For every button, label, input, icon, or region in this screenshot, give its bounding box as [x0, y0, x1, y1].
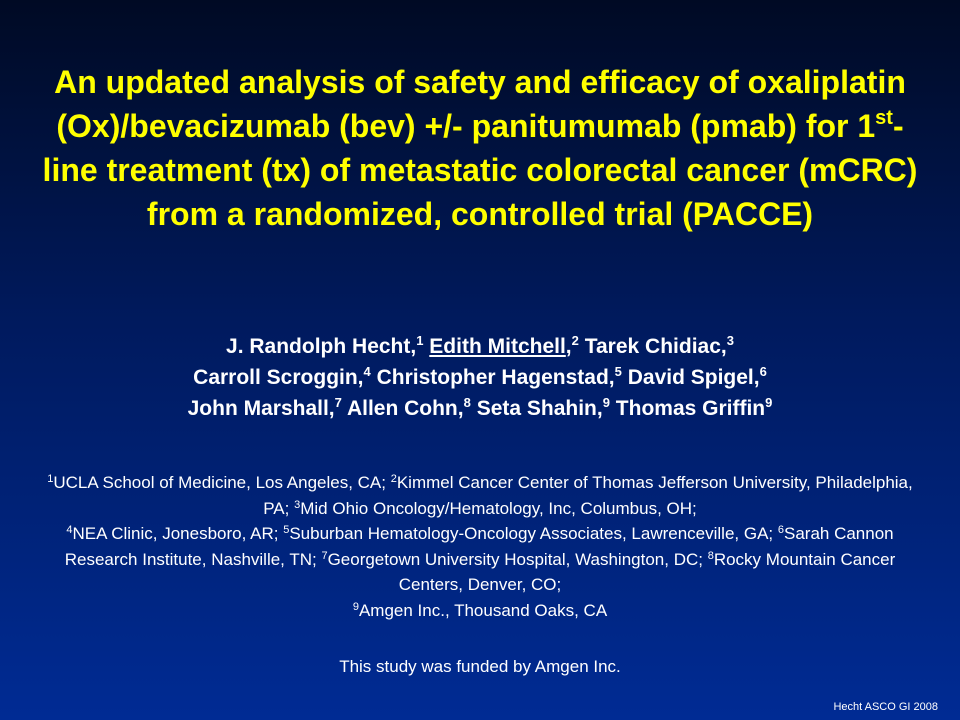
- author-name: Christopher Hagenstad,: [376, 366, 615, 389]
- affiliation: [321, 550, 707, 569]
- author-name: John Marshall,: [187, 397, 335, 420]
- author-presenter: Edith Mitchell,$^2$: [429, 333, 579, 358]
- author-name: Seta Shahin,: [476, 397, 603, 420]
- affiliation: [47, 473, 390, 492]
- author: [347, 397, 471, 420]
- title-text-continued: -line treatment (tx) of metastatic colorectal cancer (mCRC) from a randomized, controlled trial (PACCE): [42, 108, 918, 232]
- author-affiliation-number: 4: [363, 364, 371, 379]
- affiliation-number: 3: [294, 498, 301, 511]
- author: [616, 397, 773, 420]
- author-name: Edith Mitchell: [429, 335, 566, 358]
- affiliation-text: Suburban Hematology-Oncology Associates, Lawrenceville, GA;: [289, 524, 778, 543]
- author: [477, 397, 610, 420]
- affiliation-number: 2: [390, 473, 397, 485]
- affiliation-number: 6: [777, 524, 784, 536]
- author-name: J. Randolph Hecht,: [226, 335, 417, 358]
- author-name: Allen Cohn,: [346, 397, 464, 420]
- affiliation-text: Mid Ohio Oncology/Hematology, Inc, Columbus, OH;: [300, 498, 697, 518]
- author-name: Thomas Griffin: [615, 397, 766, 420]
- funding-statement: This study was funded by Amgen Inc.: [339, 657, 621, 676]
- author: [585, 335, 734, 358]
- affiliation-number: 1: [47, 473, 54, 485]
- author-list: [40, 331, 920, 424]
- footer-citation: Hecht ASCO GI 2008: [833, 701, 938, 713]
- author: [226, 335, 423, 358]
- affiliation-number: 7: [321, 549, 328, 562]
- author-affiliation-number: 8: [463, 395, 471, 410]
- author-affiliation-number: 2: [571, 333, 579, 348]
- affiliation-text: Rocky Mountain Cancer Centers, Denver, CO;: [398, 549, 896, 594]
- affiliation-number: 8: [707, 549, 714, 562]
- author: [188, 397, 342, 420]
- affiliation: [66, 524, 283, 543]
- title-superscript: st: [875, 107, 893, 129]
- affiliation-text: Sarah Cannon Research Institute, Nashville, TN;: [64, 524, 894, 569]
- affiliation-number: 4: [66, 524, 73, 536]
- affiliation-number: 9: [352, 600, 359, 613]
- affiliation-list: [40, 470, 920, 623]
- affiliation-text: Kimmel Cancer Center of Thomas Jefferson University, Philadelphia, PA;: [263, 473, 913, 518]
- author: [628, 366, 767, 389]
- affiliation-text: UCLA School of Medicine, Los Angeles, CA;: [53, 473, 391, 492]
- slide-title: [40, 60, 920, 236]
- author-affiliation-number: 9: [765, 395, 773, 410]
- author-affiliation-number: 9: [602, 395, 610, 410]
- author-affiliation-number: 7: [334, 395, 342, 410]
- affiliation-number: 5: [283, 524, 290, 536]
- author-name: David Spigel,: [627, 366, 760, 389]
- affiliation-text: NEA Clinic, Jonesboro, AR;: [72, 524, 284, 543]
- title-text: An updated analysis of safety and efficacy of oxaliplatin (Ox)/bevacizumab (bev) +/- panitumumab (pmab) for 1: [54, 64, 906, 144]
- author-name: Carroll Scroggin,: [193, 366, 364, 389]
- author-affiliation-number: 3: [726, 333, 734, 348]
- affiliation: [353, 601, 607, 620]
- affiliation-text: Amgen Inc., Thousand Oaks, CA: [358, 600, 608, 620]
- author-affiliation-number: 1: [416, 333, 424, 348]
- author: [377, 366, 622, 389]
- author: [193, 366, 371, 389]
- author-name: Tarek Chidiac,: [584, 335, 727, 358]
- affiliation: [283, 524, 778, 543]
- affiliation: [294, 499, 697, 518]
- affiliation-text: Georgetown University Hospital, Washington, DC;: [327, 549, 708, 569]
- author-affiliation-number: 6: [759, 364, 767, 379]
- author-affiliation-number: 5: [614, 364, 622, 379]
